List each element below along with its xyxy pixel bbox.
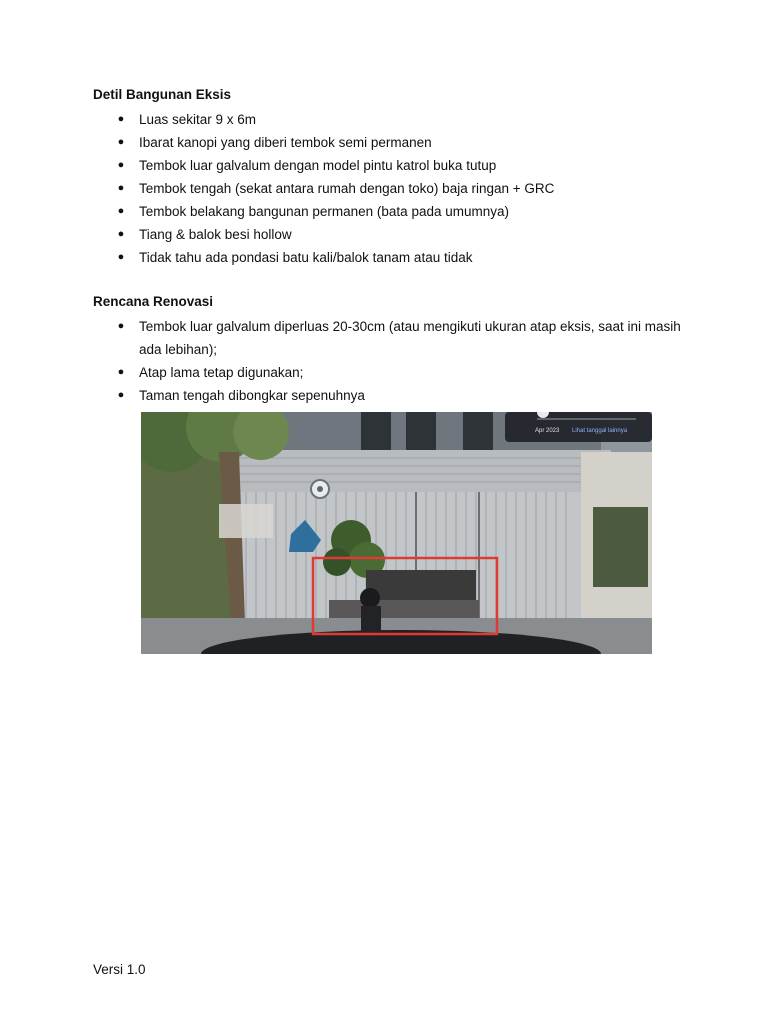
list-item: [93, 108, 683, 131]
date-link[interactable]: Lihat tanggal lainnya: [572, 428, 628, 434]
street-view-photo: [141, 412, 652, 654]
bullet-icon: ●: [117, 320, 125, 332]
list-item: [93, 131, 683, 154]
list-item-text: Tembok luar galvalum diperluas 20-30cm (atau mengikuti ukuran atap eksis, saat ini masih ada lebihan);: [139, 319, 681, 357]
list-item-text: Atap lama tetap digunakan;: [139, 365, 304, 380]
bullet-icon: ●: [117, 228, 125, 240]
list-item: [93, 315, 683, 361]
list-item-text: Tembok luar galvalum dengan model pintu katrol buka tutup: [139, 158, 497, 173]
list-item: [93, 246, 683, 269]
version-footer: Versi 1.0: [93, 962, 146, 977]
list-item: [93, 361, 683, 384]
list-item: [93, 384, 683, 407]
list-item-text: Tembok belakang bangunan permanen (bata pada umumnya): [139, 204, 509, 219]
list-item: [93, 154, 683, 177]
list-item-text: Taman tengah dibongkar sepenuhnya: [139, 388, 365, 403]
section-heading-existing-building: Detil Bangunan Eksis: [93, 87, 232, 102]
bullet-icon: ●: [117, 389, 125, 401]
list-item: [93, 223, 683, 246]
section-heading-renovation-plan: Rencana Renovasi: [93, 294, 214, 309]
list-item-text: Tidak tahu ada pondasi batu kali/balok tanam atau tidak: [139, 250, 473, 265]
bullet-icon: ●: [117, 205, 125, 217]
list-item-text: Ibarat kanopi yang diberi tembok semi permanen: [139, 135, 432, 150]
date-label: Apr 2023: [535, 428, 560, 434]
bullet-icon: ●: [117, 159, 125, 171]
list-item-text: Luas sekitar 9 x 6m: [139, 112, 257, 127]
street-view-illustration: [141, 412, 652, 654]
existing-building-list: [93, 108, 683, 269]
bullet-icon: ●: [117, 366, 125, 378]
list-item: [93, 177, 683, 200]
list-item-text: Tembok tengah (sekat antara rumah dengan toko) baja ringan + GRC: [139, 181, 555, 196]
list-item-text: Tiang & balok besi hollow: [139, 227, 292, 242]
bullet-icon: ●: [117, 251, 125, 263]
bullet-icon: ●: [117, 113, 125, 125]
renovation-plan-list: [93, 315, 683, 407]
bullet-icon: ●: [117, 182, 125, 194]
list-item: [93, 200, 683, 223]
bullet-icon: ●: [117, 136, 125, 148]
